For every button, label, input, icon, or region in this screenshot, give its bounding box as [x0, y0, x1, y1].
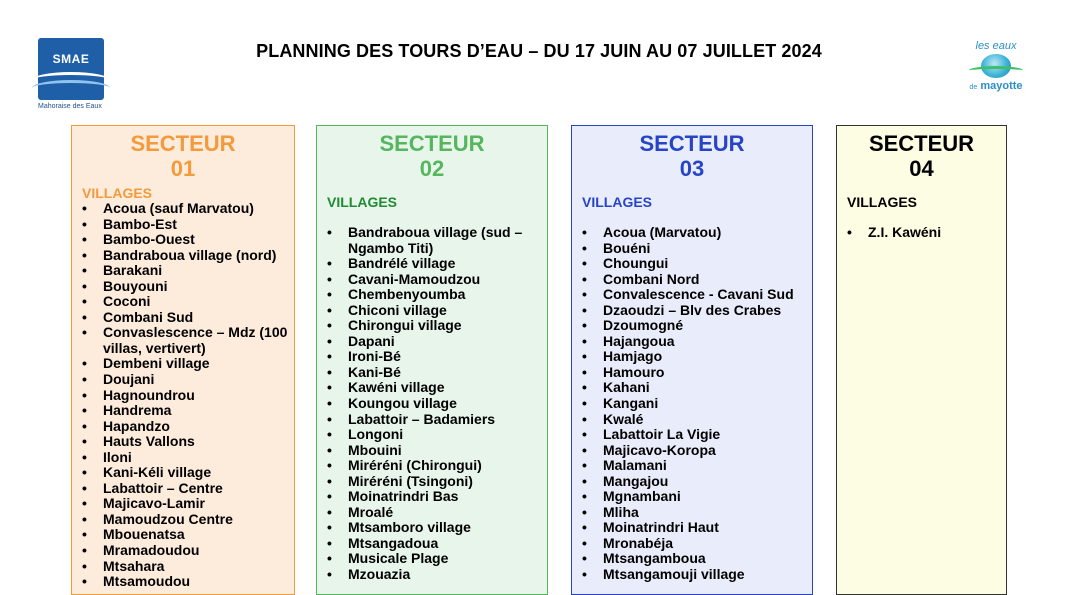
- villages-label: VILLAGES: [82, 185, 153, 201]
- villages-label: VILLAGES: [582, 194, 653, 210]
- village-item: • Bandraboua village (nord): [82, 248, 294, 264]
- village-item: • Coconi: [82, 294, 294, 310]
- wave-icon: [32, 80, 110, 96]
- village-item: • Malamani: [582, 458, 812, 474]
- sector-number: 03: [679, 156, 705, 181]
- village-item: • Convaslescence – Mdz (100 villas, vertivert): [82, 325, 294, 356]
- village-item: • Mgnambani: [582, 489, 812, 505]
- village-item: • Chirongui village: [327, 318, 547, 334]
- village-item: • Hapandzo: [82, 419, 294, 435]
- village-item: • Dapani: [327, 334, 547, 350]
- sector-03-card: [571, 125, 813, 595]
- sector-title: SECTEUR: [868, 131, 975, 156]
- village-item: • Acoua (sauf Marvatou): [82, 201, 294, 217]
- village-item: • Labattoir – Badamiers: [327, 412, 547, 428]
- village-item: • Mtsangamouji village: [582, 567, 812, 583]
- village-item: • Labattoir – Centre: [82, 481, 294, 497]
- village-item: • Moinatrindri Haut: [582, 520, 812, 536]
- village-item: • Majicavo-Lamir: [82, 496, 294, 512]
- sector-03-title: [572, 131, 812, 181]
- village-item: • Mtsamoudou: [82, 574, 294, 590]
- village-item: • Musicale Plage: [327, 551, 547, 567]
- village-item: • Convalescence - Cavani Sud: [582, 287, 812, 303]
- village-item: • Dzoumogné: [582, 318, 812, 334]
- village-item: • Moinatrindri Bas: [327, 489, 547, 505]
- village-item: • Koungou village: [327, 396, 547, 412]
- village-item: • Hauts Vallons: [82, 434, 294, 450]
- village-item: • Labattoir La Vigie: [582, 427, 812, 443]
- sector-title: SECTEUR: [639, 131, 745, 156]
- village-item: • Kani-Kéli village: [82, 465, 294, 481]
- village-item: • Combani Nord: [582, 272, 812, 288]
- village-item: • Kani-Bé: [327, 365, 547, 381]
- village-item: • Kangani: [582, 396, 812, 412]
- village-item: • Handrema: [82, 403, 294, 419]
- village-item: • Hamjago: [582, 349, 812, 365]
- sector-number: 02: [419, 156, 445, 181]
- sector-02-title: [317, 131, 547, 181]
- smae-logo-text: SMAE: [52, 52, 90, 66]
- village-item: • Z.I. Kawéni: [847, 225, 1006, 241]
- village-item: • Bandraboua village (sud – Ngambo Titi): [327, 225, 547, 256]
- villages-label: VILLAGES: [327, 194, 398, 210]
- smae-logo-tagline: Mahoraise des Eaux: [38, 103, 102, 110]
- sector-04-card: [836, 125, 1007, 595]
- sector-number: 01: [170, 156, 196, 181]
- village-item: • Mliha: [582, 505, 812, 521]
- village-item: • Iloni: [82, 450, 294, 466]
- village-item: • Chembenyoumba: [327, 287, 547, 303]
- village-item: • Mtsangadoua: [327, 536, 547, 552]
- village-item: • Ironi-Bé: [327, 349, 547, 365]
- village-item: • Acoua (Marvatou): [582, 225, 812, 241]
- village-item: • Cavani-Mamoudzou: [327, 272, 547, 288]
- village-item: • Bambo-Ouest: [82, 232, 294, 248]
- village-item: • Hagnoundrou: [82, 388, 294, 404]
- village-item: • Kawéni village: [327, 380, 547, 396]
- sector-04-title: [837, 131, 1006, 181]
- village-item: • Hamouro: [582, 365, 812, 381]
- village-item: • Bouéni: [582, 241, 812, 257]
- sector-title: SECTEUR: [130, 131, 236, 156]
- sector-number: 04: [909, 156, 934, 181]
- eaux-logo-mayotte: mayotte: [980, 80, 1023, 92]
- village-item: • Choungui: [582, 256, 812, 272]
- village-item: • Combani Sud: [82, 310, 294, 326]
- village-item: • Dzaoudzi – Blv des Crabes: [582, 303, 812, 319]
- sector-04-village-list: [837, 225, 1006, 241]
- village-item: • Mbouini: [327, 443, 547, 459]
- sector-01-title: [72, 131, 294, 181]
- village-item: • Mtsangamboua: [582, 551, 812, 567]
- village-item: • Miréréni (Tsingoni): [327, 474, 547, 490]
- page-title: PLANNING DES TOURS D’EAU – DU 17 JUIN AU 07 JUILLET 2024: [256, 41, 822, 61]
- village-item: • Chiconi village: [327, 303, 547, 319]
- village-item: • Kwalé: [582, 412, 812, 428]
- village-item: • Mamoudzou Centre: [82, 512, 294, 528]
- village-item: • Barakani: [82, 263, 294, 279]
- village-item: • Longoni: [327, 427, 547, 443]
- village-item: • Bambo-Est: [82, 217, 294, 233]
- village-item: • Dembeni village: [82, 356, 294, 372]
- village-item: • Miréréni (Chirongui): [327, 458, 547, 474]
- village-item: • Mtsamboro village: [327, 520, 547, 536]
- village-item: • Mroalé: [327, 505, 547, 521]
- village-item: • Bandrélé village: [327, 256, 547, 272]
- village-item: • Kahani: [582, 380, 812, 396]
- sector-01-village-list: [72, 201, 294, 590]
- sector-03-village-list: [572, 225, 812, 583]
- village-item: • Mangajou: [582, 474, 812, 490]
- eaux-logo-de: de: [969, 84, 978, 91]
- sector-02-card: [316, 125, 548, 595]
- sector-01-card: [71, 125, 295, 595]
- globe-icon: [981, 54, 1011, 78]
- sector-02-village-list: [317, 225, 547, 583]
- village-item: • Mronabéja: [582, 536, 812, 552]
- village-item: • Mbouenatsa: [82, 527, 294, 543]
- village-item: • Hajangoua: [582, 334, 812, 350]
- eaux-logo-line2: [962, 80, 1030, 92]
- village-item: • Mtsahara: [82, 559, 294, 575]
- village-item: • Doujani: [82, 372, 294, 388]
- village-item: • Majicavo-Koropa: [582, 443, 812, 459]
- eaux-de-mayotte-logo: [962, 40, 1030, 104]
- eaux-logo-line1: les eaux: [975, 40, 1017, 52]
- villages-label: VILLAGES: [847, 194, 918, 210]
- village-item: • Mramadoudou: [82, 543, 294, 559]
- village-item: • Mzouazia: [327, 567, 547, 583]
- village-item: • Bouyouni: [82, 279, 294, 295]
- sector-title: SECTEUR: [379, 131, 485, 156]
